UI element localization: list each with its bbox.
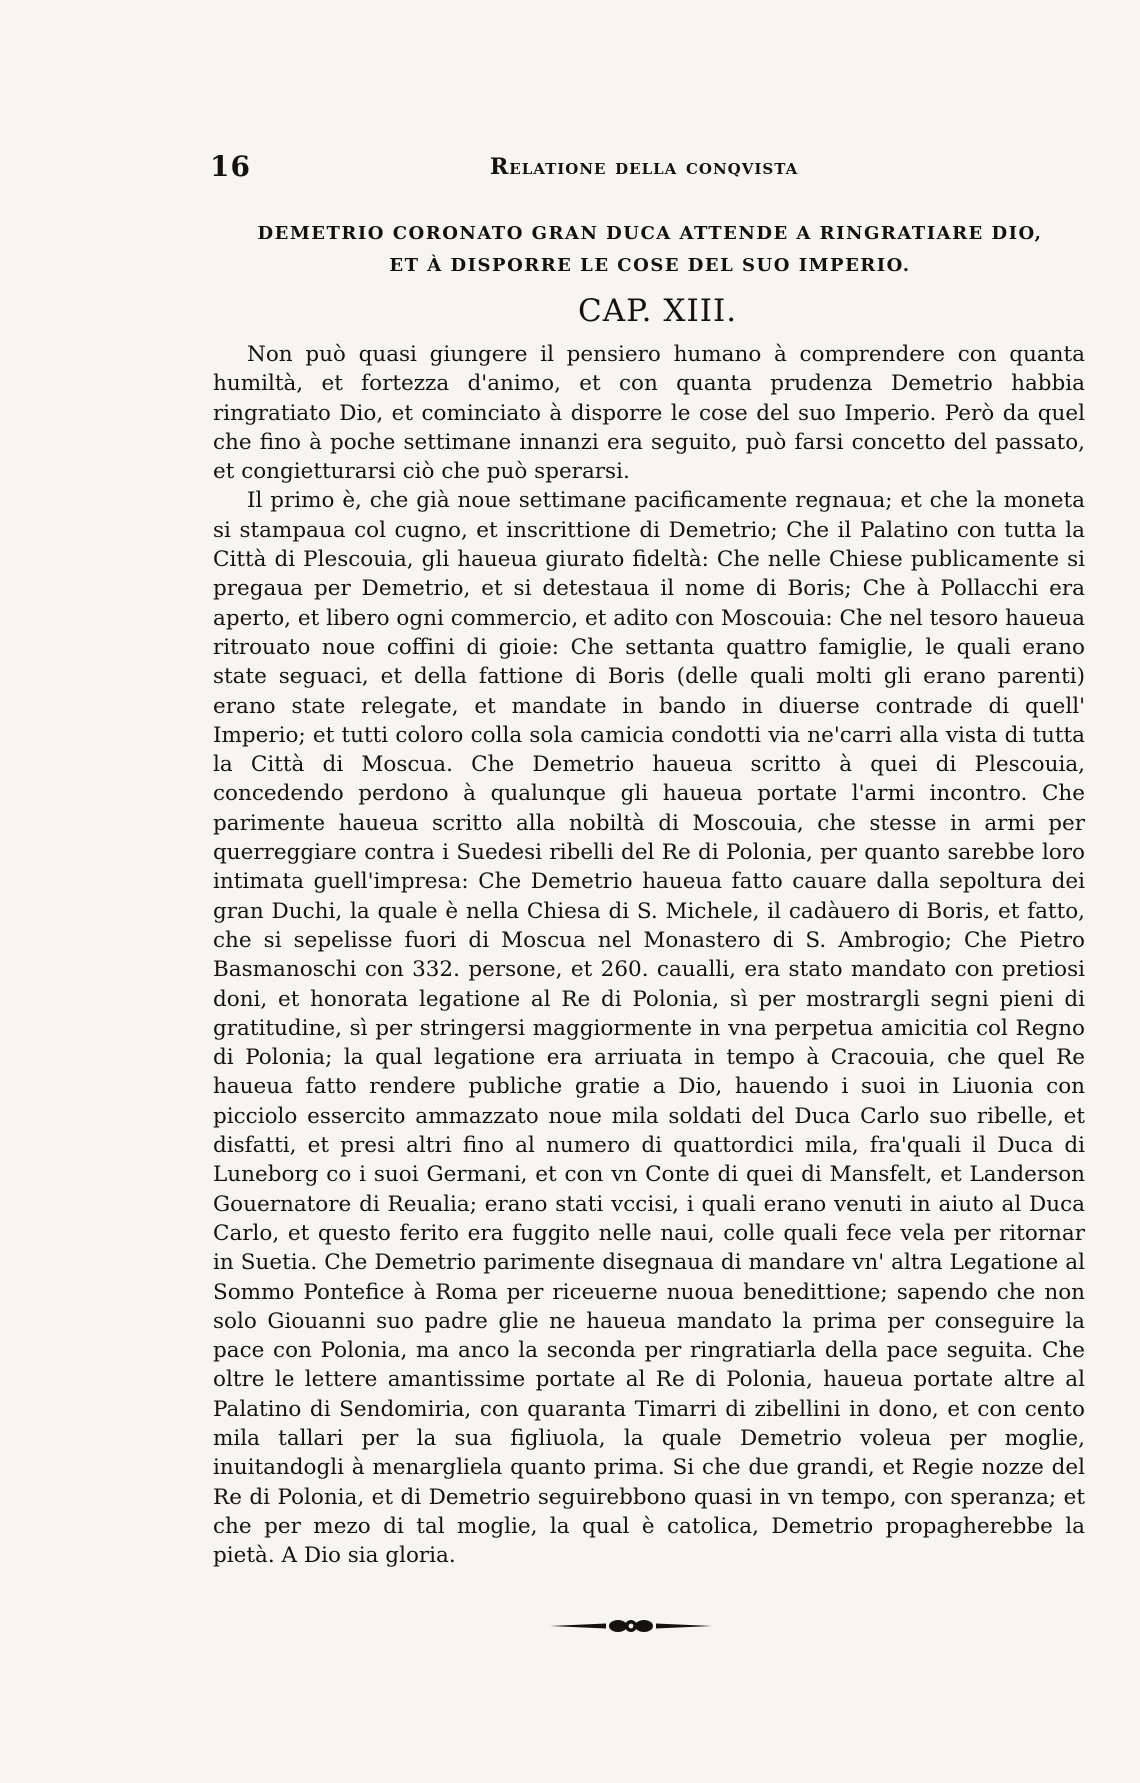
running-head bbox=[210, 150, 850, 190]
chapter-heading-line-1: DEMETRIO CORONATO GRAN DUCA ATTENDE A RINGRATIARE DIO, bbox=[257, 223, 1043, 244]
chapter-heading bbox=[210, 218, 1090, 282]
chapter-heading-line-2: ET À DISPORRE LE COSE DEL SUO IMPERIO. bbox=[389, 255, 911, 276]
tailpiece-ornament-icon bbox=[548, 1614, 714, 1638]
body-text bbox=[213, 340, 1085, 1570]
chapter-number: CAP. XIII. bbox=[578, 293, 738, 329]
running-title: Relatione della conqvista bbox=[490, 154, 799, 180]
paragraph: Il primo è, che già noue settimane pacificamente regnaua; et che la moneta si stampaua col cugno, et inscrittione di Demetrio; Che il Palatino con tutta la Città di Plescouia, gli haueua giurato fideltà: Che nelle Chiese publicamente si pregaua per Demetrio, et si detestaua il nome di Boris; Che à Pollacchi era aperto, et libero ogni commercio, et adito con Moscouia: Che nel tesoro haueua ritrouato noue coffini di gioie: Che settanta quattro famiglie, le quali erano state seguaci, et della fattione di Boris (delle quali molti gli erano parenti) erano state relegate, et mandate in bando in diuerse contrade di quell' Imperio; et tutti coloro colla sola camicia condotti via ne'carri alla vista di tutta la Città di Moscua. Che Demetrio haueua scritto à quei di Plescouia, concedendo perdono à qualunque gli haueua portate l'armi incontro. Che parimente haueua scritto alla nobiltà di Moscouia, che stesse in armi per querreggiare contra i Suedesi ribelli del Re di Polonia, per quanto sarebbe loro intimata guell'impresa: Che Demetrio haueua fatto cauare dalla sepoltura dei gran Duchi, la quale è nella Chiesa di S. Michele, il cadàuero di Boris, et fatto, che si sepelisse fuori di Moscua nel Monastero di S. Ambrogio; Che Pietro Basmanoschi con 332. persone, et 260. caualli, era stato mandato con pretiosi doni, et honorata legatione al Re di Polonia, sì per mostrargli segni pieni di gratitudine, sì per stringersi maggiormente in vna perpetua amicitia col Regno di Polonia; la qual legatione era arriuata in tempo à Cracouia, che quel Re haueua fatto rendere publiche gratie a Dio, hauendo i suoi in Liuonia con picciolo essercito ammazzato noue mila soldati del Duca Carlo suo ribelle, et disfatti, et presi altri fino al numero di quattordici mila, fra'quali il Duca di Luneborg co i suoi Germani, et con vn Conte di quei di Mansfelt, et Landerson Gouernatore di Reualia; erano stati vccisi, i quali erano venuti in aiuto al Duca Carlo, et questo ferito era fuggito nelle naui, colle quali fece vela per ritornar in Suetia. Che Demetrio parimente disegnaua di mandare vn' altra Legatione al Sommo Pontefice à Roma per riceuerne nuoua benedittione; sapendo che non solo Giouanni suo padre glie ne haueua mandato la prima per conseguire la pace con Polonia, ma anco la seconda per ringratiarla della pace seguita. Che oltre le lettere amantissime portate al Re di Polonia, haueua portate altre al Palatino di Sendomiria, con quaranta Timarri di zibellini in dono, et con cento mila tallari per la sua figliuola, la quale Demetrio voleua per moglie, inuitandogli à menargliela quanto prima. Si che due grandi, et Regie nozze del Re di Polonia, et di Demetrio seguirebbono quasi in vn tempo, con speranza; et che per mezo di tal moglie, la qual è catolica, Demetrio propagherebbe la pietà. A Dio sia gloria. bbox=[213, 488, 1085, 1569]
page-number: 16 bbox=[210, 150, 251, 183]
paragraph: Non può quasi giungere il pensiero humano à comprendere con quanta humiltà, et fortezza d'animo, et con quanta prudenza Demetrio habbia ringratiato Dio, et cominciato à disporre le cose del suo Imperio. Però da quel che fino à poche settimane innanzi era seguito, può farsi concetto del passato, et congietturarsi ciò che può sperarsi. bbox=[213, 342, 1085, 485]
